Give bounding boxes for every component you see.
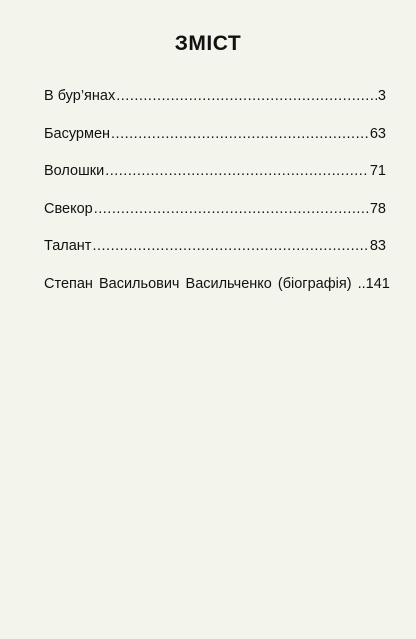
toc-entry-title: Свекор — [44, 200, 93, 217]
toc-entry — [44, 161, 386, 181]
toc-entry-title: Степан Васильович Васильченко (біографія) .. — [44, 275, 366, 292]
toc-entry — [44, 124, 386, 144]
toc-entry-page: 78 — [369, 200, 386, 217]
dot-leader — [105, 161, 369, 181]
toc-entry-page: 3 — [377, 88, 386, 104]
toc-entry-title: Волошки — [44, 163, 105, 179]
toc-entry — [44, 199, 386, 219]
toc-entry-title: Басурмен — [44, 125, 111, 142]
toc-entry — [44, 236, 386, 256]
toc-entry-title: Талант — [44, 238, 92, 254]
toc-entry — [44, 274, 390, 294]
toc-entry-page: 71 — [369, 163, 386, 179]
toc-entry-page: 63 — [369, 125, 386, 142]
table-of-contents — [44, 86, 390, 311]
toc-entry-page: 141 — [365, 275, 390, 292]
dot-leader — [94, 199, 369, 219]
toc-entry-page: 83 — [369, 238, 386, 254]
dot-leader — [116, 86, 377, 106]
dot-leader — [92, 236, 368, 256]
dot-leader — [111, 124, 369, 144]
toc-entry-title: В бур’янах — [44, 88, 116, 104]
contents-heading: ЗМІСТ — [174, 32, 242, 55]
toc-entry — [44, 86, 386, 106]
